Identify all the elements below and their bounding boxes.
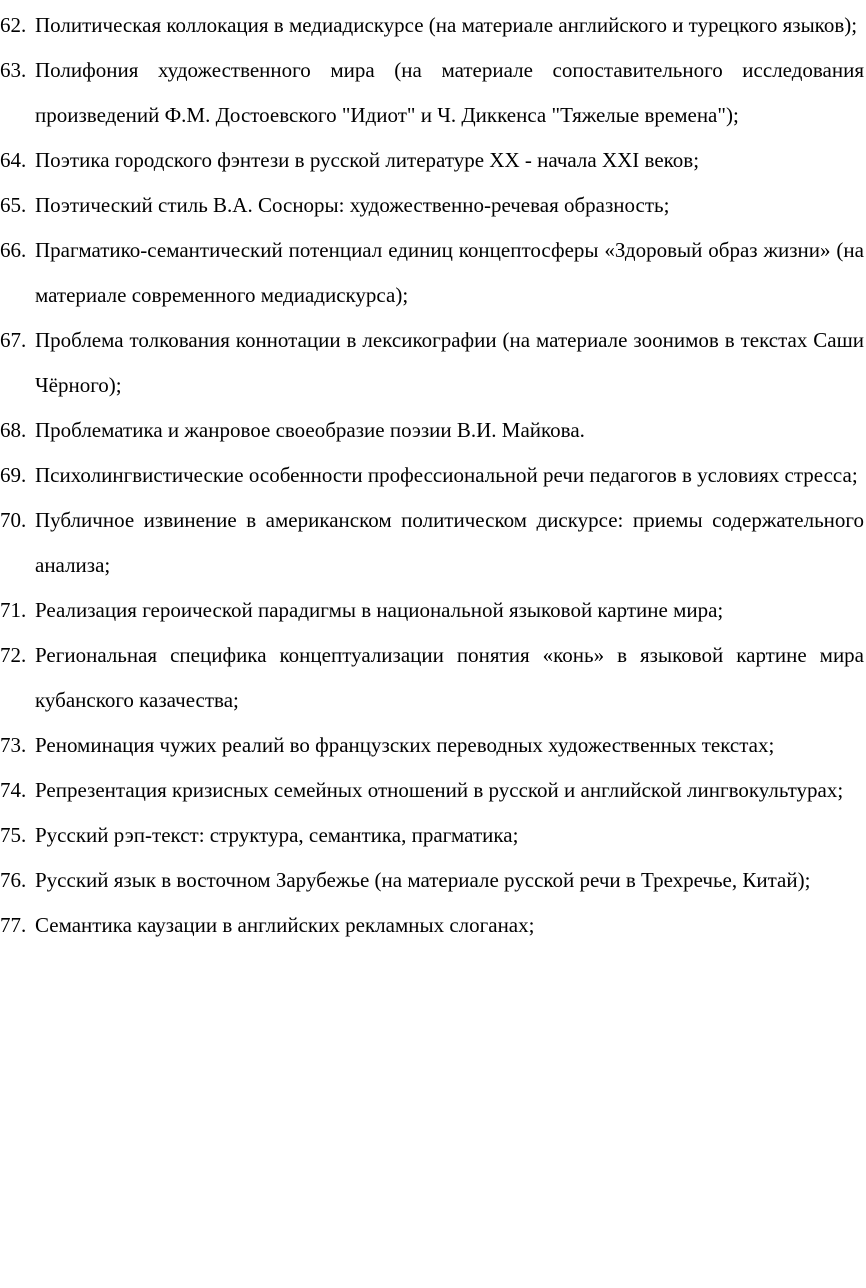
item-number: 69. bbox=[0, 463, 27, 487]
item-number: 70. bbox=[0, 508, 27, 532]
item-number: 68. bbox=[0, 418, 27, 442]
item-text: Полифония художественного мира (на материале сопоставительного исследования произведений Ф.М. Достоевского "Идиот" и Ч. Диккенса "Тяжелые времена"); bbox=[35, 58, 864, 127]
item-number: 65. bbox=[0, 193, 27, 217]
item-text: Русский рэп-текст: структура, семантика, прагматика; bbox=[35, 823, 519, 847]
item-text: Прагматико-семантический потенциал единиц концептосферы «Здоровый образ жизни» (на материале современного медиадискурса); bbox=[35, 238, 864, 307]
item-number: 75. bbox=[0, 823, 27, 847]
item-number: 74. bbox=[0, 778, 27, 802]
list-item bbox=[0, 633, 864, 723]
topic-list bbox=[0, 3, 864, 948]
item-text: Проблема толкования коннотации в лексикографии (на материале зоонимов в текстах Саши Чёрного); bbox=[35, 328, 864, 397]
item-text: Региональная специфика концептуализации понятия «конь» в языковой картине мира кубанского казачества; bbox=[35, 643, 864, 712]
item-text: Репрезентация кризисных семейных отношений в русской и английской лингвокультурах; bbox=[35, 778, 844, 802]
item-number: 76. bbox=[0, 868, 27, 892]
list-item bbox=[0, 228, 864, 318]
list-item bbox=[0, 498, 864, 588]
item-text: Психолингвистические особенности профессиональной речи педагогов в условиях стресса; bbox=[35, 463, 858, 487]
item-number: 71. bbox=[0, 598, 27, 622]
item-text: Реализация героической парадигмы в национальной языковой картине мира; bbox=[35, 598, 724, 622]
list-item bbox=[0, 453, 864, 498]
list-item bbox=[0, 903, 864, 948]
item-text: Проблематика и жанровое своеобразие поэзии В.И. Майкова. bbox=[35, 418, 585, 442]
item-text: Семантика каузации в английских рекламных слоганах; bbox=[35, 913, 535, 937]
list-item bbox=[0, 48, 864, 138]
list-item bbox=[0, 183, 864, 228]
list-item bbox=[0, 588, 864, 633]
list-item bbox=[0, 408, 864, 453]
list-item bbox=[0, 138, 864, 183]
item-number: 73. bbox=[0, 733, 27, 757]
item-number: 72. bbox=[0, 643, 27, 667]
item-number: 77. bbox=[0, 913, 27, 937]
item-number: 66. bbox=[0, 238, 27, 262]
item-text: Политическая коллокация в медиадискурсе (на материале английского и турецкого языков); bbox=[35, 13, 858, 37]
item-text: Поэтика городского фэнтези в русской литературе XX - начала XXI веков; bbox=[35, 148, 700, 172]
list-item bbox=[0, 858, 864, 903]
item-text: Реноминация чужих реалий во французских переводных художественных текстах; bbox=[35, 733, 775, 757]
list-item bbox=[0, 723, 864, 768]
item-number: 63. bbox=[0, 58, 27, 82]
item-number: 67. bbox=[0, 328, 27, 352]
list-item bbox=[0, 813, 864, 858]
item-text: Публичное извинение в американском политическом дискурсе: приемы содержательного анализа; bbox=[35, 508, 864, 577]
item-text: Русский язык в восточном Зарубежье (на материале русской речи в Трехречье, Китай); bbox=[35, 868, 811, 892]
item-text: Поэтический стиль В.А. Сосноры: художественно-речевая образность; bbox=[35, 193, 670, 217]
list-item bbox=[0, 768, 864, 813]
item-number: 64. bbox=[0, 148, 27, 172]
item-number: 62. bbox=[0, 13, 27, 37]
list-item bbox=[0, 318, 864, 408]
list-item bbox=[0, 3, 864, 48]
